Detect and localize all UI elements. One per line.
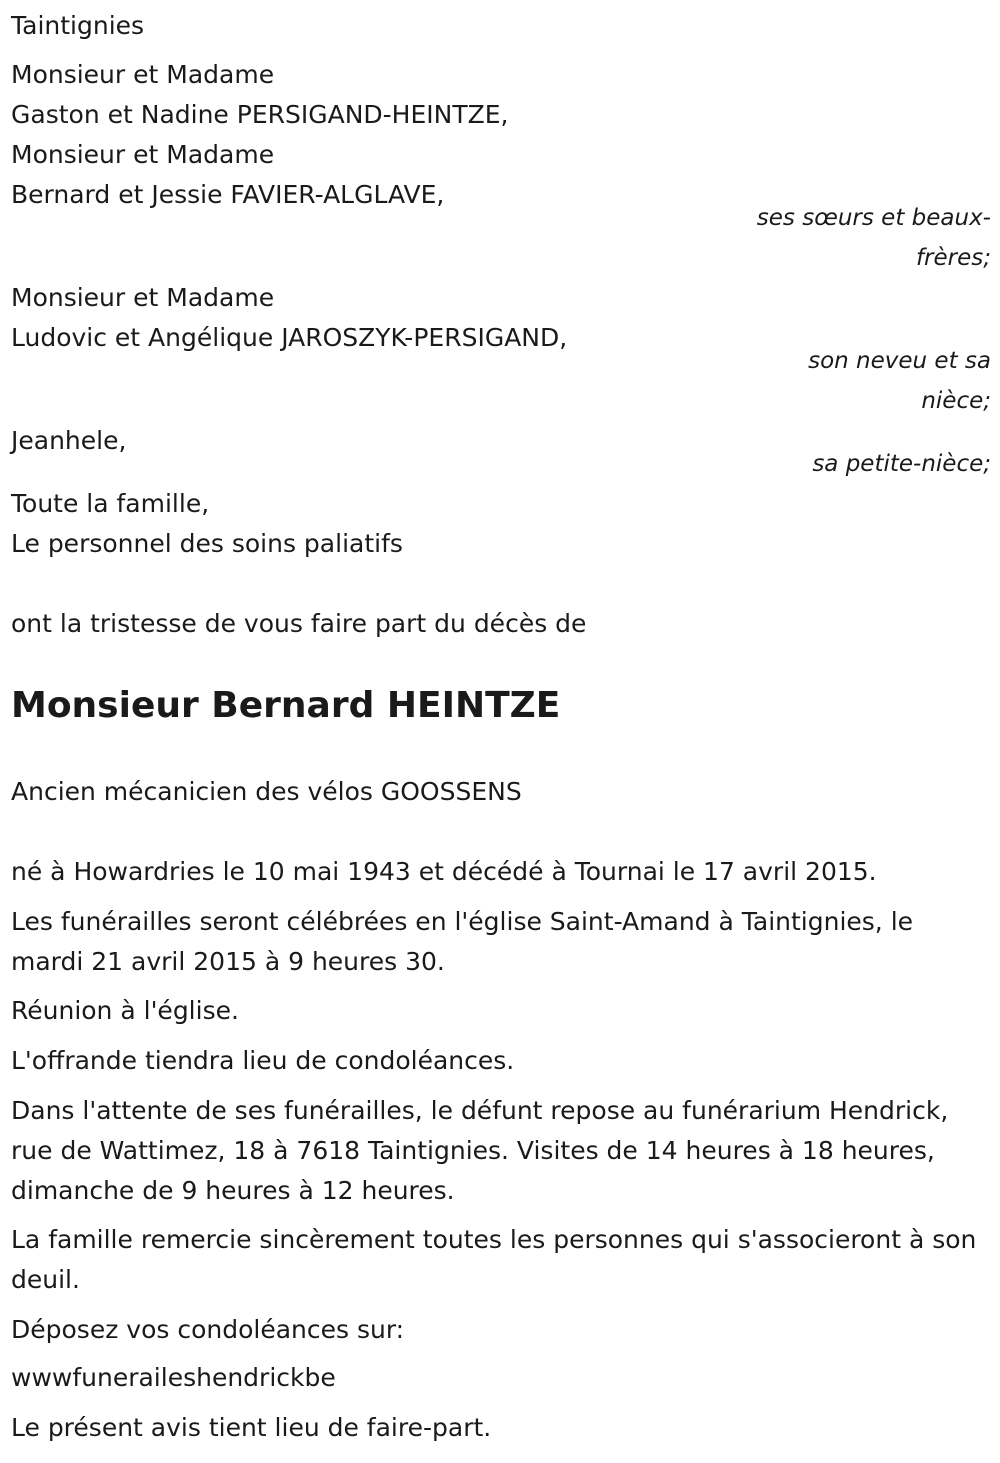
- family-line: Gaston et Nadine PERSIGAND-HEINTZE,: [11, 100, 509, 129]
- notice-text: Le présent avis tient lieu de faire-part.: [11, 1413, 492, 1442]
- resting-info: Dans l'attente de ses funérailles, le défunt repose au funérarium Hendrick, rue de Wattimez, 18 à 7618 Taintignies. Visites de 14 heures à 18 heures, dimanche de 9 heures à 12 heures.: [11, 1096, 949, 1205]
- family-line: Monsieur et Madame: [11, 140, 275, 169]
- meeting-info: Réunion à l'église.: [11, 996, 239, 1025]
- occupation: Ancien mécanicien des vélos GOOSSENS: [11, 777, 522, 806]
- family-line: Le personnel des soins paliatifs: [11, 529, 403, 558]
- funeral-details: Les funérailles seront célébrées en l'église Saint-Amand à Taintignies, le mardi 21 avril 2015 à 9 heures 30.: [11, 907, 914, 976]
- location: Taintignies: [11, 11, 145, 40]
- relation-label: sa petite-nièce;: [812, 451, 991, 477]
- offering-info: L'offrande tiendra lieu de condoléances.: [11, 1046, 515, 1075]
- family-line: Monsieur et Madame: [11, 60, 275, 89]
- deceased-name: Monsieur Bernard HEINTZE: [11, 685, 561, 726]
- condolences-website: wwwfuneraileshendrickbe: [11, 1363, 336, 1392]
- announcement: ont la tristesse de vous faire part du décès de: [11, 609, 587, 638]
- family-line: Monsieur et Madame: [11, 283, 275, 312]
- relation-label: nièce;: [921, 388, 991, 414]
- thanks-message: La famille remercie sincèrement toutes les personnes qui s'associeront à son deuil.: [11, 1225, 977, 1294]
- family-line: Toute la famille,: [11, 489, 210, 518]
- family-line: Ludovic et Angélique JAROSZYK-PERSIGAND,: [11, 323, 568, 352]
- relation-label: ses sœurs et beaux-: [756, 205, 991, 231]
- family-line: Bernard et Jessie FAVIER-ALGLAVE,: [11, 180, 445, 209]
- family-line: Jeanhele,: [11, 426, 127, 455]
- relation-label: son neveu et sa: [808, 348, 991, 374]
- birth-death: né à Howardries le 10 mai 1943 et décédé à Tournai le 17 avril 2015.: [11, 857, 877, 886]
- condolences-label: Déposez vos condoléances sur:: [11, 1315, 405, 1344]
- relation-label: frères;: [915, 245, 991, 271]
